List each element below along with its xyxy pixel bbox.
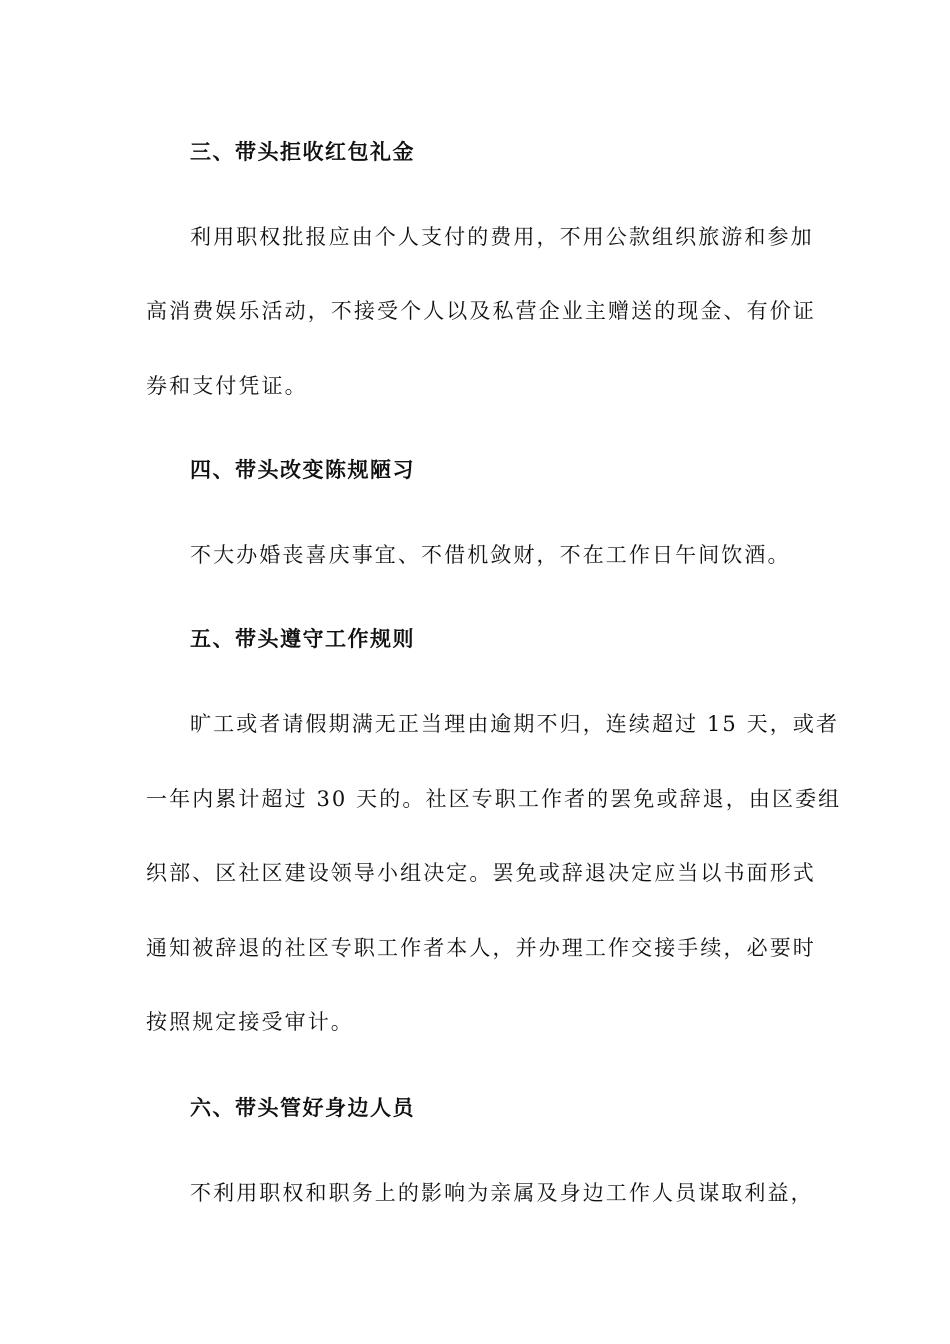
- paragraph-line: 一年内累计超过 30 天的。社区专职工作者的罢免或辞退，由区委组: [146, 787, 842, 811]
- paragraph-line: 券和支付凭证。: [146, 374, 308, 398]
- section-heading-4: 四、带头改变陈规陋习: [190, 458, 415, 482]
- paragraph-line: 不利用职权和职务上的影响为亲属及身边工作人员谋取利益，: [190, 1181, 814, 1205]
- paragraph-line: 织部、区社区建设领导小组决定。罢免或辞退决定应当以书面形式: [146, 861, 816, 885]
- section-heading-5: 五、带头遵守工作规则: [190, 627, 415, 651]
- paragraph-line: 不大办婚丧喜庆事宜、不借机敛财，不在工作日午间饮酒。: [190, 543, 791, 567]
- paragraph-line: 按照规定接受审计。: [146, 1010, 354, 1034]
- paragraph-line: 通知被辞退的社区专职工作者本人，并办理工作交接手续，必要时: [146, 936, 816, 960]
- paragraph-line: 利用职权批报应由个人支付的费用，不用公款组织旅游和参加: [190, 225, 814, 249]
- paragraph-line: 高消费娱乐活动，不接受个人以及私营企业主赠送的现金、有价证: [146, 299, 816, 323]
- section-heading-6: 六、带头管好身边人员: [190, 1096, 415, 1120]
- section-heading-3: 三、带头拒收红包礼金: [190, 140, 415, 164]
- paragraph-line: 旷工或者请假期满无正当理由逾期不归，连续超过 15 天，或者: [190, 712, 840, 736]
